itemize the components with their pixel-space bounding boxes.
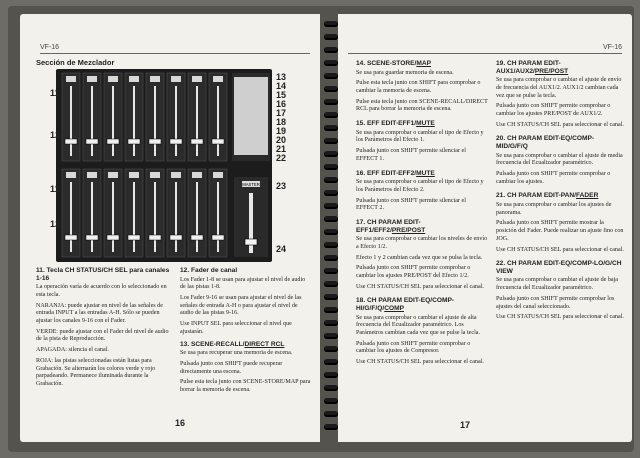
manual-item [356,219,488,291]
item-title: 22. CH PARAM EDIT-EQ/COMP-LO/G/CH VIEW [496,260,622,275]
ch-status-key [150,172,160,178]
manual-item [496,260,624,322]
fader-knob [212,139,224,144]
paragraph: Use CH STATUS/CH SEL para seleccionar el canal. [356,283,484,290]
items-19-22 [496,60,624,328]
spiral-coil [324,267,338,274]
paragraph: Pulsada junto con SHIFT puede recuperar directamente una escena. [180,360,283,375]
manual-item [356,297,488,366]
callout-12: 12 [50,130,61,140]
callout-22: 22 [276,153,287,163]
paragraph: Se usa para comprobar o cambiar los ajustes de panorama. [496,202,612,216]
paragraph: APAGADA: silencia el canal. [36,347,109,354]
paragraph: NARANJA: puede ajustar en nivel de las señales de entrada INPUT a las entradas A-H. Sólo se pueden ajustar los canales 9-16 con el Fader. [36,302,163,324]
fader-track [175,182,177,252]
section-title: Sección de Mezclador [36,58,115,67]
paragraph: Pulsada junto con SHIFT permite silenciar el EFFECT 2. [356,197,466,212]
fader-track [91,182,93,252]
spiral-coil [324,202,338,209]
callout-21: 21 [276,144,287,154]
spiral-coil [324,46,338,53]
ch-status-key [213,76,223,82]
fader-knob [86,139,98,144]
spiral-coil [324,72,338,79]
paragraph: VERDE: puede ajustar con el Fader del nivel de audio de la pista de Reproducción. [36,328,169,343]
callout-16: 16 [276,99,287,109]
running-header: VF-16 [602,44,622,51]
paragraph: La operación varía de acuerdo con lo seleccionado en esta tecla. [36,284,167,298]
fader-knob [65,235,77,240]
fader-track [196,86,198,156]
page-left [20,14,320,442]
manual-item [496,135,624,186]
item-title: 21. CH PARAM EDIT-PAN/FADER [496,192,599,200]
spiral-coil [324,137,338,144]
paragraph: Pulsada junto con SHIFT permite comprobar los ajustes del canal seleccionado. [496,295,615,310]
spiral-coil [324,293,338,300]
fader-track [112,182,114,252]
spiral-coil [324,228,338,235]
page-number: 16 [175,418,186,428]
spiral-binding [324,20,338,440]
mixer-diagram [56,69,272,262]
fader-knob [170,235,182,240]
item-11 [36,267,172,392]
spiral-coil [324,59,338,66]
paragraph: Pulsada junto con SHIFT permite comprobar o cambiar los ajustes de Compresor. [356,340,471,355]
spiral-coil [324,150,338,157]
spiral-coil [324,306,338,313]
paragraph: Pulsada junto con SHIFT permite comprobar o cambiar los ajustes. [496,171,611,185]
spiral-coil [324,384,338,391]
fader-knob [65,139,77,144]
fader-knob [149,139,161,144]
spiral-coil [324,345,338,352]
spiral-coil [324,33,338,40]
fader-knob [107,235,119,240]
open-manual [8,6,634,452]
paragraph: Se usa para comprobar o cambiar el tipo de Efecto y los Parámetros del Efecto 2. [356,179,484,193]
manual-item [356,60,488,114]
paragraph: Pulse esta tecla junto con SHIFT para comprobar o cambiar la memoria de escena. [356,80,481,94]
paragraph: Pulse esta tecla junto con SCENE-RECALL/DIRECT RCL para borrar la memoria de escena. [356,98,488,113]
paragraph: Use CH STATUS/CH SEL para seleccionar el canal. [356,359,484,366]
paragraph: Pulsada junto con SHIFT permite comprobar o cambiar los ajustes PRE/POST de AUX1/2. [496,103,611,117]
fader-track [217,182,219,252]
spiral-coil [324,397,338,404]
fader-knob [191,139,203,144]
header-rule [40,53,310,54]
ch-status-key [192,76,202,82]
display-panel [234,77,268,155]
paragraph: Pulsada junto con SHIFT permite silenciar el EFFECT 1. [356,148,466,162]
spiral-coil [324,280,338,287]
item-title: 20. CH PARAM EDIT-EQ/COMP-MID/G/F/Q [496,135,595,150]
fader-track [133,182,135,252]
ch-status-key [213,172,223,178]
fader-knob [212,235,224,240]
ch-status-key [129,76,139,82]
fader-knob [107,139,119,144]
paragraph: Use INPUT SEL para seleccionar el nivel que ajustarán. [180,321,292,335]
callout-11: 11 [50,184,60,194]
fader-knob [170,139,182,144]
fader-track [70,86,72,156]
callout-23: 23 [276,181,287,191]
ch-status-key [192,172,202,178]
spiral-coil [324,111,338,118]
fader-track [175,86,177,156]
paragraph: Efecto 1 y 2 cambian cada vez que se pulsa la tecla. [356,254,483,261]
fader-track [196,182,198,252]
paragraph: Pulse esta tecla junto con SCENE-STORE/MAP para borrar la memoria de escena. [180,379,311,393]
items-12-13 [180,267,312,398]
item-title: 14. SCENE-STORE/MAP [356,60,431,67]
manual-item [496,192,624,254]
ch-status-key [171,76,181,82]
items-14-18 [356,60,488,373]
paragraph: Use CH STATUS/CH SEL para seleccionar el canal. [496,314,624,321]
master-fader-knob [245,239,257,245]
callout-13: 13 [276,72,287,82]
callout-24: 24 [276,244,287,254]
fader-track [91,86,93,156]
spiral-coil [324,241,338,248]
paragraph: Use CH STATUS/CH SEL para seleccionar el canal. [496,246,624,253]
spiral-coil [324,163,338,170]
spiral-coil [324,254,338,261]
paragraph: Se usa para comprobar o cambiar el ajuste de alta frecuencia del Ecualizador paramétrico. Los Parámetros cambian cada vez que se pulse la tecla. [356,314,481,336]
ch-status-key [87,172,97,178]
callout-12: 12 [50,219,61,229]
callout-20: 20 [276,135,287,145]
ch-status-key [108,76,118,82]
item-title: 17. CH PARAM EDIT-EFF1/EFF2/PRE/POST [356,218,426,234]
spiral-coil [324,371,338,378]
page-number: 17 [460,420,471,430]
callout-15: 15 [276,90,287,100]
fader-knob [128,139,140,144]
paragraph: Use CH STATUS/CH SEL para seleccionar el canal. [496,121,624,128]
callout-11: 11 [50,88,60,98]
fader-knob [128,235,140,240]
page-right [338,14,632,442]
callout-17: 17 [276,108,287,118]
spiral-coil [324,423,338,430]
fader-track [133,86,135,156]
fader-knob [149,235,161,240]
spiral-coil [324,358,338,365]
item-title: 18. CH PARAM EDIT-EQ/COMP-HI/G/F/Q/COMP [356,297,455,312]
spiral-coil [324,410,338,417]
ch-status-key [171,172,181,178]
paragraph: Se usa para comprobar o cambiar los niveles de envío a Efecto 1/2. [356,236,488,250]
ch-status-key [129,172,139,178]
master-label: MASTER [242,182,260,187]
paragraph: Se usa para comprobar o cambiar el tipo de Efecto y los Parámetros del Efecto 1. [356,129,484,144]
fader-track [112,86,114,156]
item-12-title: 12. Fader de canal [180,267,238,274]
paragraph: Los Fader 9-16 se usan para ajustar el nivel de las señales de entrada A-H o para ajustar el nivel de audio de las pistas 9-16. [180,295,302,317]
paragraph: Se usa para comprobar o cambiar el ajuste de baja frecuencia del Ecualizador paramétrico. [496,277,618,292]
ch-status-key [87,76,97,82]
ch-status-key [66,172,76,178]
spiral-coil [324,176,338,183]
callout-14: 14 [276,81,287,91]
paragraph: Los Fader 1-8 se usan para ajustar el nivel de audio de las pistas 1-8. [180,276,306,291]
paragraph: Pulsada junto con SHIFT permite mostrar la posición del Fader. Puede realizar un ajuste fino con JOG. [496,220,624,242]
fader-track [70,182,72,252]
item-title: 16. EFF EDIT-EFF2/MUTE [356,169,435,177]
item-13-title: 13. SCENE-RECALL/DIRECT RCL [180,340,285,348]
manual-item [356,170,488,213]
paragraph: Se usa para comprobar o cambiar el ajuste de envío de frecuencia del AUX1/2. AUX1/2 cambian cada vez que se pulse la tecla. [496,77,622,99]
spiral-coil [324,20,338,27]
callout-19: 19 [276,126,287,136]
spiral-coil [324,98,338,105]
fader-track [154,182,156,252]
paragraph: Se usa para guardar memoria de escena. [356,69,454,76]
ch-status-key [108,172,118,178]
item-title: 19. CH PARAM EDIT-AUX1/AUX2/PRE/POST [496,60,569,75]
fader-knob [191,235,203,240]
running-header: VF-16 [40,44,60,51]
paragraph: Se usa para comprobar o cambiar el ajuste de media frecuencia del Ecualizador paramétrico. [496,152,623,167]
fader-track [154,86,156,156]
item-title: 15. EFF EDIT-EFF1/MUTE [356,120,435,128]
spiral-coil [324,332,338,339]
paragraph: Se usa para recuperar una memoria de escena. [180,350,293,357]
ch-status-key [150,76,160,82]
ch-status-key [66,76,76,82]
spiral-coil [324,215,338,222]
paragraph: ROJA: las pistas seleccionadas están listas para Grabación. Se alternarán los colores verde y rojo parpadeando. Permanece iluminada durante la Grabación. [36,357,156,387]
paragraph: Pulsada junto con SHIFT permite comprobar o cambiar los ajustes PRE/POST del Efecto 1/2. [356,265,471,279]
item-11-title: 11. Tecla CH STATUS/CH SEL para canales 1-16 [36,267,170,282]
manual-item [356,120,488,163]
header-rule [348,53,622,54]
fader-track [217,86,219,156]
callout-18: 18 [276,117,287,127]
spiral-coil [324,189,338,196]
spiral-coil [324,85,338,92]
spiral-coil [324,124,338,131]
manual-item [496,60,624,129]
fader-knob [86,235,98,240]
spiral-coil [324,319,338,326]
